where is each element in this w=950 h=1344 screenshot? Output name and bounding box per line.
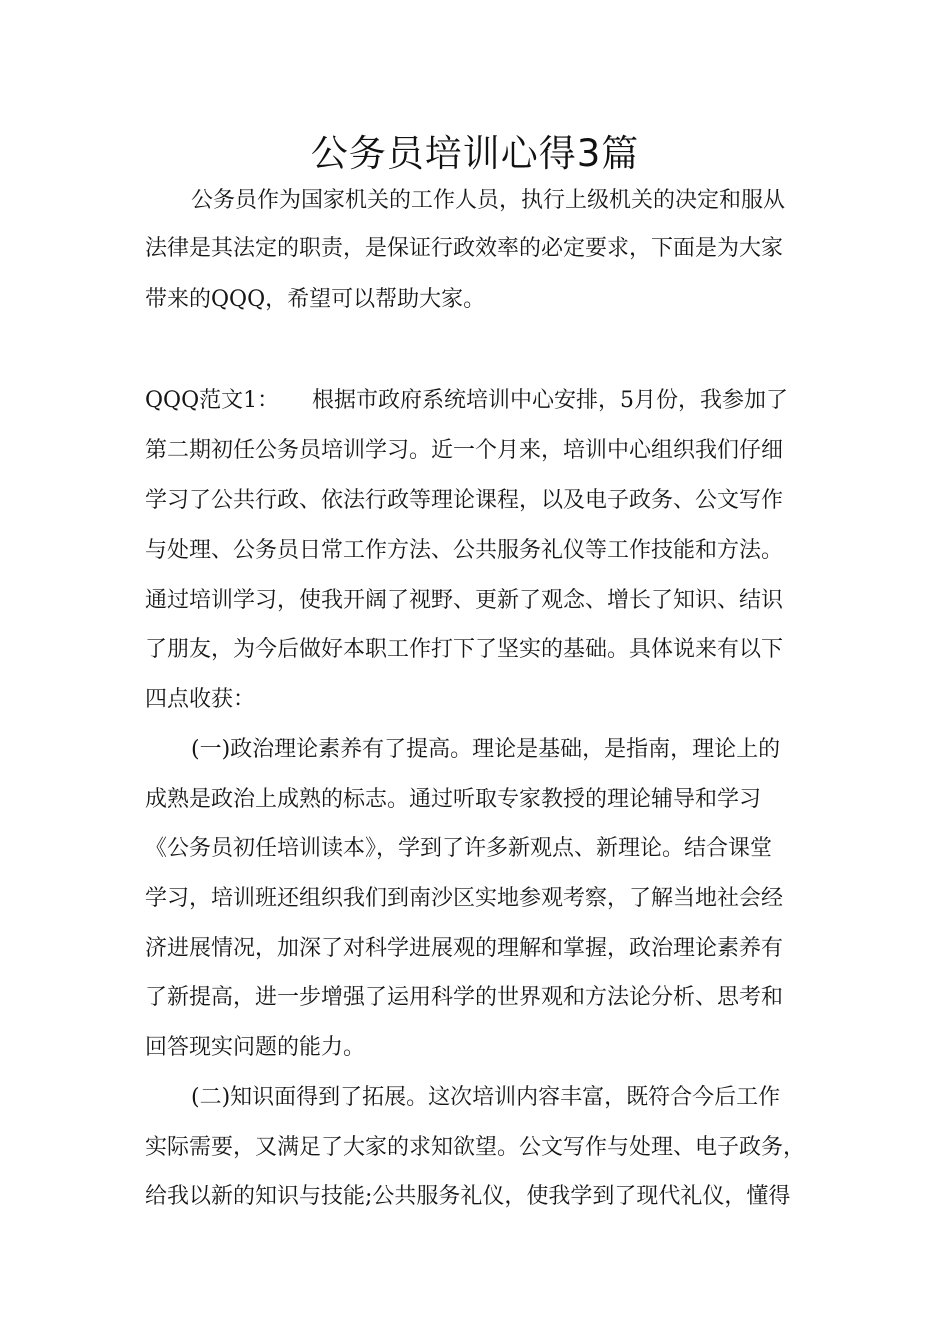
text-line: 济进展情况，加深了对科学进展观的理解和掌握，政治理论素养有 xyxy=(145,936,784,961)
text-line: (二)知识面得到了拓展。这次培训内容丰富，既符合今后工作 xyxy=(191,1085,781,1110)
text-line: 回答现实问题的能力。 xyxy=(145,1035,366,1060)
text-line: 公务员作为国家机关的工作人员，执行上级机关的决定和服从 xyxy=(191,188,786,213)
text-line: 了朋友，为今后做好本职工作打下了坚实的基础。具体说来有以下 xyxy=(145,637,784,662)
text-line: (一)政治理论素养有了提高。理论是基础，是指南，理论上的 xyxy=(191,737,781,762)
text-line: 通过培训学习，使我开阔了视野、更新了观念、增长了知识、结识 xyxy=(145,588,784,613)
text-line: 学习了公共行政、依法行政等理论课程，以及电子政务、公文写作 xyxy=(145,488,784,513)
text-line: 第二期初任公务员培训学习。近一个月来，培训中心组织我们仔细 xyxy=(145,438,784,463)
text-line: 实际需要，又满足了大家的求知欲望。公文写作与处理、电子政务， xyxy=(145,1135,806,1160)
text-line: 与处理、公务员日常工作方法、公共服务礼仪等工作技能和方法。 xyxy=(145,538,784,563)
text-line: 学习，培训班还组织我们到南沙区实地参观考察，了解当地社会经 xyxy=(145,886,784,911)
text-line: 《公务员初任培训读本》，学到了许多新观点、新理论。结合课堂 xyxy=(145,836,773,861)
text-line: 给我以新的知识与技能;公共服务礼仪，使我学到了现代礼仪，懂得 xyxy=(145,1184,791,1209)
text-line: 带来的QQQ，希望可以帮助大家。 xyxy=(145,287,486,312)
text-line: 成熟是政治上成熟的标志。通过听取专家教授的理论辅导和学习 xyxy=(145,787,762,812)
document-title: 公务员培训心得3篇 xyxy=(310,132,640,175)
text-line: 法律是其法定的职责，是保证行政效率的必定要求，下面是为大家 xyxy=(145,236,784,261)
text-line: 了新提高，进一步增强了运用科学的世界观和方法论分析、思考和 xyxy=(145,985,784,1010)
text-line: 根据市政府系统培训中心安排，5月份，我参加了 xyxy=(312,388,788,413)
text-line: 四点收获： xyxy=(145,687,256,712)
essay-label: QQQ范文1： xyxy=(145,388,280,413)
